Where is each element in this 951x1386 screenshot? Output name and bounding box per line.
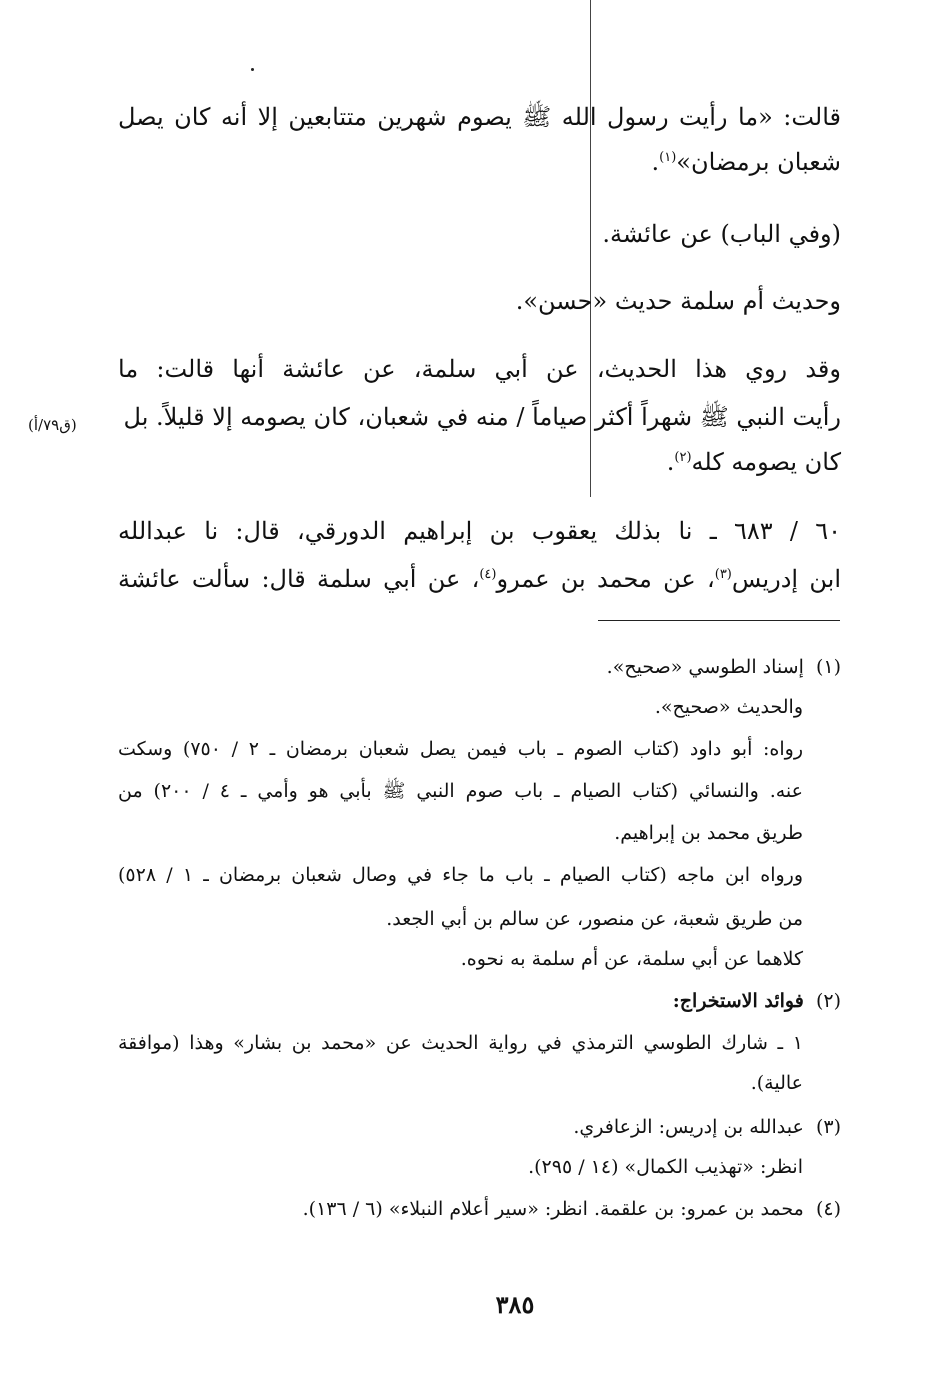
- footnote-2-line-1: [673, 986, 841, 1016]
- main-text-line-9: [118, 562, 841, 596]
- footnote-2-heading: فوائد الاستخراج:: [672, 990, 804, 1012]
- footnote-2-number: (٢): [815, 990, 841, 1012]
- main-text-line-8: ٦٠ / ٦٨٣ ـ نا بذلك يعقوب بن إبراهيم الدورقي، قال: نا عبدالله: [118, 517, 841, 545]
- footnote-1-line-7: من طريق شعبة، عن منصور، عن سالم بن أبي الجعد.: [386, 908, 803, 930]
- page-number: ٣٨٥: [495, 1290, 535, 1319]
- main-text-line-3: (وفي الباب) عن عائشة.: [602, 220, 841, 248]
- manuscript-folio-note: (ق٧٩/أ): [28, 416, 77, 434]
- main-text-line-4: وحديث أم سلمة حديث «حسن».: [515, 287, 841, 315]
- footnote-4-number: (٤): [815, 1198, 841, 1220]
- main-text-line-7-end: .: [666, 448, 675, 476]
- ink-speck: [251, 68, 254, 71]
- footnote-1-line-3: رواه: أبو داود (كتاب الصوم ـ باب فيمن يصل شعبان برمضان ـ ٢ / ٧٥٠) وسكت: [118, 738, 804, 760]
- footnote-ref-4: (٤): [479, 567, 497, 582]
- footnote-2-line-3: عالية).: [750, 1072, 803, 1094]
- footnote-1-line-1: [607, 652, 841, 682]
- footnote-1-line-2: والحديث «صحيح».: [654, 696, 803, 718]
- main-text-line-9-a: ابن إدريس: [731, 565, 841, 593]
- main-text-line-7: [667, 445, 841, 479]
- main-text-line-5: وقد روي هذا الحديث، عن أبي سلمة، عن عائشة أنها قالت: ما: [118, 355, 841, 383]
- footnote-ref-3: (٣): [714, 567, 732, 582]
- main-text-line-7-text: كان يصومه كله: [691, 448, 841, 476]
- footnote-1-line-8: كلاهما عن أبي سلمة، عن أم سلمة به نحوه.: [460, 948, 803, 970]
- footnote-ref-2: (٢): [674, 450, 692, 465]
- footnote-4-line-1: [303, 1194, 841, 1224]
- main-text-line-1: قالت: «ما رأيت رسول الله ﷺ يصوم شهرين متتابعين إلا أنه كان يصل: [118, 103, 841, 131]
- footnote-1-line-5: طريق محمد بن إبراهيم.: [614, 822, 803, 844]
- main-text-line-9-c: ، عن أبي سلمة قال: سألت عائشة: [118, 565, 480, 593]
- footnote-1-line-6: ورواه ابن ماجه (كتاب الصيام ـ باب ما جاء في وصال شعبان برمضان ـ ١ / ٥٢٨): [118, 864, 803, 886]
- main-text-line-9-b: ، عن محمد بن عمرو: [496, 565, 715, 593]
- main-text-line-2-end: .: [651, 148, 660, 176]
- footnote-1-text: إسناد الطوسي «صحيح».: [606, 656, 804, 678]
- footnote-3-number: (٣): [815, 1116, 841, 1138]
- footnote-separator: [598, 620, 840, 621]
- footnote-3-text: عبدالله بن إدريس: الزعافري.: [573, 1116, 804, 1138]
- main-text-line-2: [652, 145, 842, 179]
- footnote-3-line-1: [573, 1112, 841, 1142]
- footnote-ref-1: (١): [659, 150, 677, 165]
- footnote-4-text: محمد بن عمرو: بن علقمة. انظر: «سير أعلام النبلاء» (٦ / ١٣٦).: [302, 1198, 804, 1220]
- footnote-2-line-2: ١ ـ شارك الطوسي الترمذي في رواية الحديث عن «محمد بن بشار» وهذا (موافقة: [118, 1032, 803, 1054]
- footnote-1-line-4: عنه. والنسائي (كتاب الصيام ـ باب صوم النبي ﷺ بأبي هو وأمي ـ ٤ / ٢٠٠) من: [118, 780, 804, 802]
- footnote-1-number: (١): [815, 656, 841, 678]
- main-text-line-6: رأيت النبي ﷺ شهراً أكثر صياماً / منه في شعبان، كان يصومه إلا قليلاً. بل: [123, 403, 841, 431]
- footnote-3-line-2: انظر: «تهذيب الكمال» (١٤ / ٢٩٥).: [528, 1156, 803, 1178]
- main-text-line-2-text: شعبان برمضان»: [676, 148, 841, 176]
